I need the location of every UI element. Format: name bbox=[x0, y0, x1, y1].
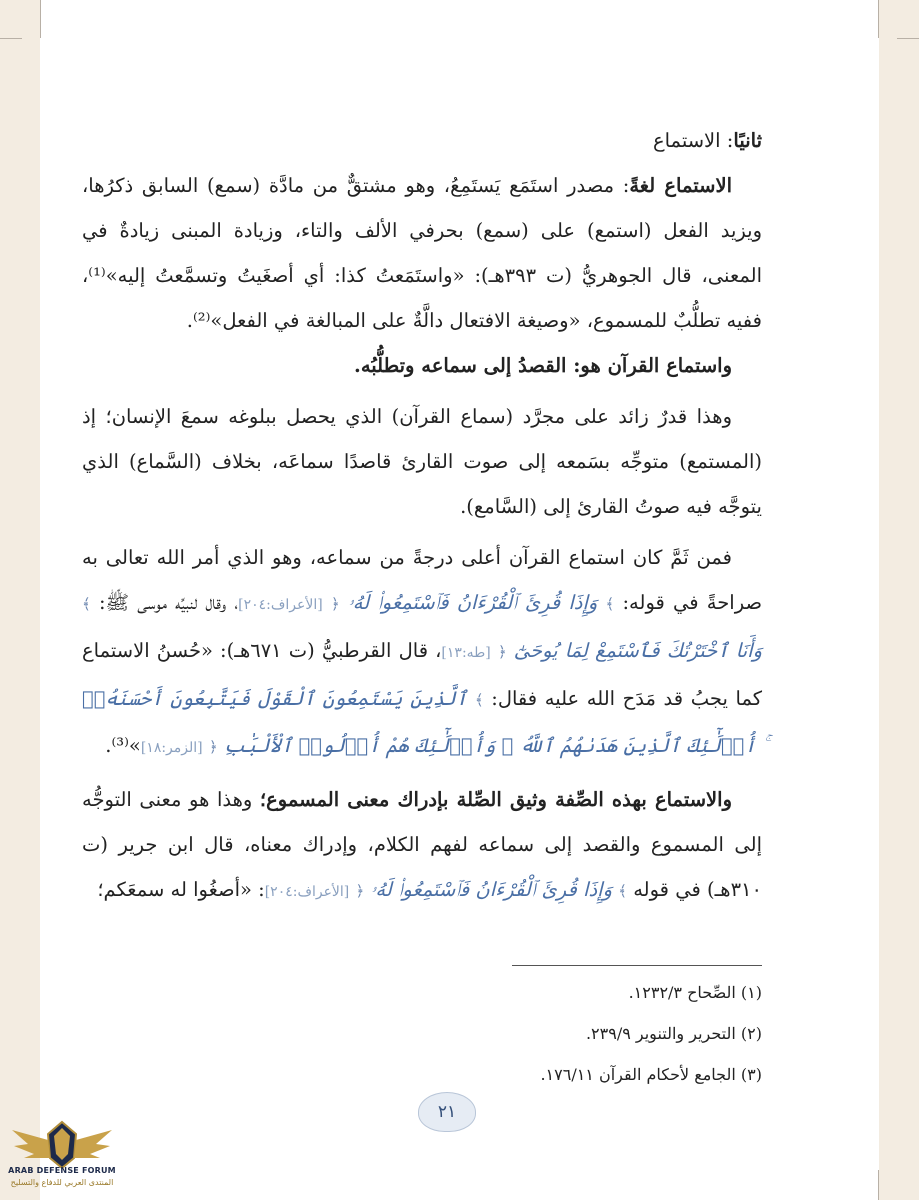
quran-verse: وَإِذَا قُرِئَ ٱلْقُرْءَانُ فَٱسْتَمِعُوا۟ لَهُۥ bbox=[370, 878, 612, 901]
quran-verse: وَأَنَا ٱخْتَرْتُكَ فَٱسْتَمِعْ لِمَا يُوحَىٰٓ bbox=[513, 639, 762, 662]
forum-logo-title: ARAB DEFENSE FORUM bbox=[8, 1166, 116, 1175]
main-text bbox=[82, 118, 762, 915]
verse-reference: [طه:١٣] bbox=[441, 645, 491, 661]
footnote-2: (٢) التحرير والتنوير ٢٣٩/٩. bbox=[585, 1024, 762, 1043]
paragraph-quran-command: فمن ثَمَّ كان استماع القرآن أعلى درجةً من سماعه، وهو الذي أمر الله تعالى به صراحةً في قوله: ﴾ وَإِذَا قُرِئَ ٱلْقُرْءَانُ فَٱسْتَمِعُوا۟ لَهُۥ ﴿ [الأعراف:٢٠٤]، وقال لنبيِّه موسى ﷺ: ﴾ وَأَنَا ٱخْتَرْتُكَ فَٱسْتَمِعْ لِمَا يُوحَىٰٓ ﴿ [طه:١٣]، قال القرطبيُّ (ت ٦٧١هـ): «حُسنُ الاستماع كما يجبُ قد مَدَح الله عليه فقال: ﴾ ٱلَّذِينَ يَسْتَمِعُونَ ٱلْقَوْلَ فَيَتَّبِعُونَ أَحْسَنَهُۥٓ ۚ أُو۟لَٰٓئِكَ ٱلَّذِينَ هَدَىٰهُمُ ٱللَّهُ ۖ وَأُو۟لَٰٓئِكَ هُمْ أُو۟لُوا۟ ٱلْأَلْبَٰبِ ﴿ [الزمر:١٨]»⁽³⁾. bbox=[82, 546, 763, 757]
forum-logo-subtitle: المنتدى العربي للدفاع والتسليح bbox=[10, 1178, 114, 1187]
crop-mark-top-right bbox=[878, 0, 879, 38]
paragraph-perception: والاستماع بهذه الصِّفة وثيق الصِّلة بإدراك معنى المسموع؛ وهذا هو معنى التوجُّه إلى المسموع والقصد إلى سماعه لفهم الكلام، وإدراك معناه، قال ابن جرير (ت ٣١٠هـ) في قوله ﴾ وَإِذَا قُرِئَ ٱلْقُرْءَانُ فَٱسْتَمِعُوا۟ لَهُۥ ﴿ [الأعراف:٢٠٤]: «أصغُوا له سمعَكم؛ bbox=[82, 788, 762, 901]
page-number: ٢١ bbox=[418, 1092, 476, 1132]
quran-verse: ٱلَّذِينَ يَسْتَمِعُونَ ٱلْقَوْلَ فَيَتَّبِعُونَ أَحْسَنَهُۥٓ ۚ أُو۟لَٰٓئِكَ ٱلَّذِينَ هَدَىٰهُمُ ٱللَّهُ ۖ وَأُو۟لَٰٓئِكَ هُمْ أُو۟لُوا۟ ٱلْأَلْبَٰبِ bbox=[82, 687, 762, 757]
footnotes bbox=[360, 972, 762, 1095]
verse-reference: [الأعراف:٢٠٤] bbox=[238, 597, 323, 613]
quran-verse: وَإِذَا قُرِئَ ٱلْقُرْءَانُ فَٱسْتَمِعُوا۟ لَهُۥ bbox=[347, 591, 598, 614]
crop-mark-top-left-h bbox=[0, 38, 22, 39]
forum-logo-icon bbox=[4, 1118, 120, 1200]
footnote-divider bbox=[512, 965, 762, 966]
crop-mark-top-right-h bbox=[897, 38, 919, 39]
crop-mark-top-left bbox=[40, 0, 41, 38]
verse-reference: [الأعراف:٢٠٤] bbox=[264, 884, 350, 900]
paragraph-meaning: واستماع القرآن هو: القصدُ إلى سماعه وتطلُّبُه. bbox=[354, 354, 732, 377]
footnote-3: (٣) الجامع لأحكام القرآن ١٧٦/١١. bbox=[540, 1065, 762, 1084]
verse-reference: [الزمر:١٨] bbox=[140, 740, 203, 756]
section-heading: ثانيًا: الاستماع bbox=[652, 129, 762, 152]
paragraph-definition: الاستماع لغةً: مصدر استَمَع يَستَمِعُ، وهو مشتقٌّ من مادَّة (سمع) السابق ذكرُها، ويزيد الفعل (استمع) على (سمع) بحرفي الألف والتاء، وزيادة المبنى زيادةٌ في المعنى، قال الجوهريُّ (ت ٣٩٣هـ): «واستَمَعتُ كذا: أي أصغَيتُ وتسمَّعتُ إليه»⁽¹⁾، ففيه تطلُّبٌ للمسموع، «وصيغة الافتعال دالَّةٌ على المبالغة في الفعل»⁽²⁾. bbox=[82, 174, 762, 332]
footnote-1: (١) الصِّحاح ١٢٣٢/٣. bbox=[628, 983, 762, 1002]
paragraph-explanation: وهذا قدرٌ زائد على مجرَّد (سماع القرآن) الذي يحصل ببلوغه سمعَ الإنسان؛ إذ (المستمع) متوجِّه بسَمعه إلى صوت القارئ قاصدًا سماعَه، بخلاف (السَّماع) الذي يتوجَّه فيه صوتُ القارئ إلى (السَّامع). bbox=[82, 405, 762, 518]
crop-mark-bottom-right bbox=[878, 1170, 879, 1200]
definition-term: الاستماع لغةً bbox=[629, 174, 732, 197]
